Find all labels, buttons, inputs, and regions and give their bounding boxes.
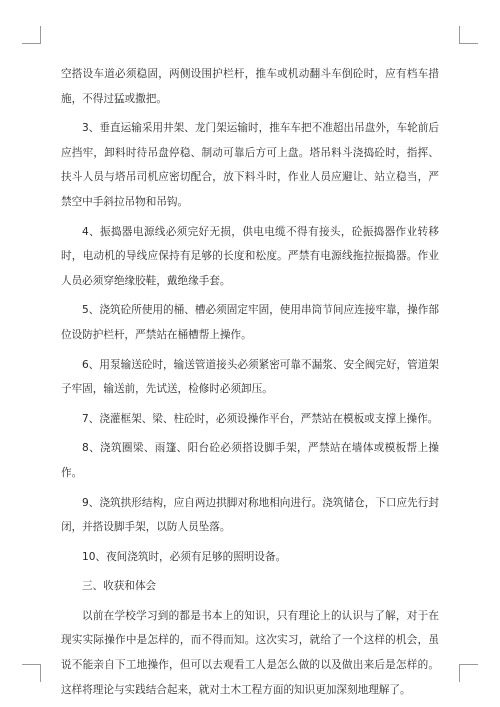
crop-mark [459, 664, 460, 682]
paragraph-item-7: 7、浇灌框架、梁、柱砼时，必须设操作平台，严禁站在模板或支撑上操作。 [82, 412, 439, 425]
closing-paragraph: 以前在学校学习到的都是书本上的知识，只有理论上的认识与了解，对于在现实实际操作中是怎样的，而不得而知。这次实习，就给了一个这样的机会，虽说不能亲自下工地操作，但可以去观看工人是怎么做的以及做出来后是怎样的。这样将理论与实践结合起来，就对土木工程方面的知识更加深刻地理解了。 [61, 609, 439, 696]
crop-mark [40, 664, 41, 682]
crop-mark [22, 664, 41, 665]
paragraph-item-4: 4、振捣器电源线必须完好无损，供电电缆不得有接头，砼振捣器作业转移时，电动机的导线应保持有足够的长度和松度。严禁有电源线拖拉振捣器。作业人员必须穿绝缘胶鞋，戴绝缘手套。 [61, 225, 439, 287]
paragraph-item-10: 10、夜间浇筑时，必须有足够的照明设备。 [82, 550, 287, 563]
crop-mark [459, 43, 478, 44]
paragraph-item-8: 8、浇筑圈梁、雨篷、阳台砼必须搭设脚手架，严禁站在墙体或模板帮上操作。 [61, 442, 439, 479]
paragraph-item-6: 6、用泵输送砼时，输送管道接头必须紧密可靠不漏浆、安全阀完好，管道架子牢固，输送前，先试送，检修时必须卸压。 [61, 358, 439, 396]
paragraph-item-9: 9、浇筑拱形结构，应自两边拱脚对称地相向进行。浇筑储仓，下口应先行封闭，并搭设脚手架，以防人员坠落。 [61, 496, 439, 534]
crop-mark [459, 664, 478, 665]
crop-mark [22, 43, 41, 44]
paragraph-item-3: 3、垂直运输采用井架、龙门架运输时，推车车把不准超出吊盘外，车轮前后应挡牢，卸料时待吊盘停稳、制动可靠后方可上盘。塔吊料斗浇捣砼时，指挥、扶斗人员与塔吊司机应密切配合，放下料斗时，作业人员应避让、站立稳当，严禁空中手斜拉吊物和吊钩。 [61, 122, 439, 208]
crop-mark [40, 26, 41, 44]
section-heading: 三、收获和体会 [82, 580, 157, 593]
document-body [61, 62, 439, 707]
paragraph-continuation: 空搭设车道必须稳固，两侧设围护栏杆，推车或机动翻斗车倒砼时，应有档车措施，不得过猛或撒把。 [61, 68, 439, 105]
crop-mark [459, 26, 460, 44]
paragraph-item-5: 5、浇筑砼所使用的桶、槽必须固定牢固，使用串筒节间应连接牢靠，操作部位设防护栏杆，严禁站在桶槽帮上操作。 [61, 304, 439, 341]
